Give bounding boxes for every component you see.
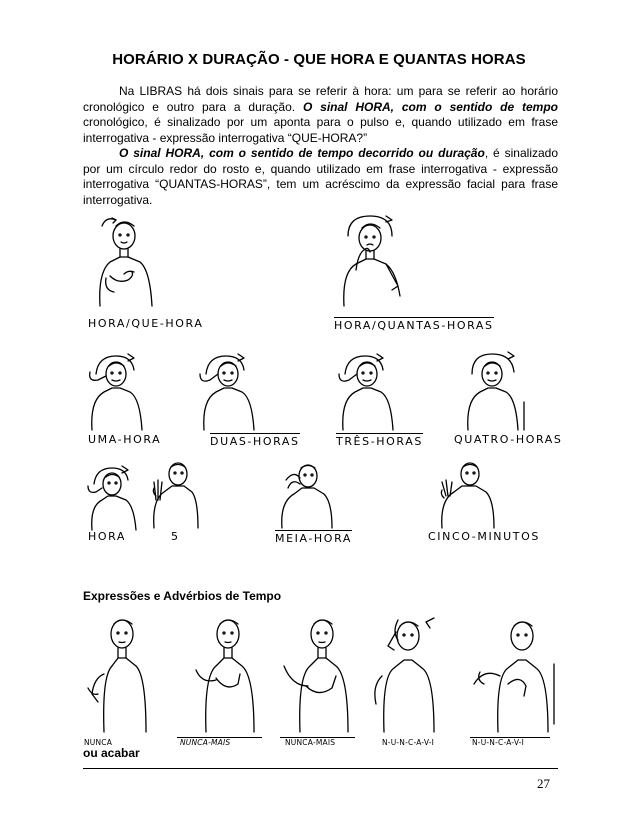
caption-nunca-vi-1: N-U-N-C-A-V-I	[382, 738, 435, 747]
sign-uma-hora-illustration	[86, 352, 156, 432]
caption-5: 5	[171, 530, 180, 543]
sign-nunca-vi-1-illustration	[368, 614, 448, 734]
caption-uma-hora: UMA-HORA	[88, 433, 162, 446]
caption-meia-hora: MEIA-HORA	[275, 532, 352, 545]
sign-quatro-horas-illustration	[458, 352, 538, 432]
page-number: 27	[537, 776, 550, 791]
caption-hora: HORA	[88, 530, 127, 543]
caption-rule	[470, 737, 550, 738]
sign-tres-horas-illustration	[335, 352, 405, 432]
caption-duas-horas: DUAS-HORAS	[210, 435, 300, 448]
paragraph1-text: Na LIBRAS há dois sinais para se referir à hora: um para se referir ao horário cronológico e outro para a duração.	[83, 84, 558, 114]
sign-nunca-illustration	[86, 614, 156, 734]
sign-cinco-minutos-illustration	[432, 460, 502, 530]
caption-nunca-mais-1: NUNCA-MAIS	[180, 738, 231, 747]
caption-nunca-vi-2: N-U-N-C-A-V-I	[472, 738, 525, 747]
caption-rule	[177, 737, 262, 738]
caption-hora-que-hora: HORA/QUE-HORA	[88, 317, 204, 330]
sign-nunca-mais-2-illustration	[282, 614, 362, 734]
footer-note: ou acabar	[83, 746, 140, 760]
paragraph1-text-after: cronológico, é sinalizado por um aponta para o pulso e, quando utilizado em frase interrogativa - expressão interrogativa “QUE-HORA?”	[83, 115, 558, 145]
paragraph1-emphasis: O sinal HORA, com o sentido de tempo	[302, 99, 558, 114]
sign-nunca-mais-1-illustration	[188, 614, 268, 734]
sign-nunca-vi-2-illustration	[470, 614, 560, 734]
paragraph-hora-cronologica	[83, 84, 558, 146]
sign-5-illustration	[150, 460, 200, 530]
sign-hora-illustration	[86, 466, 146, 532]
sign-meia-hora-illustration	[276, 460, 336, 530]
caption-nunca-mais-2: NUNCA-MAIS	[285, 738, 336, 747]
sign-duas-horas-illustration	[196, 352, 266, 432]
sign-hora-quantas-horas-illustration	[334, 214, 414, 314]
caption-tres-horas: TRÊS-HORAS	[336, 435, 423, 448]
paragraph-hora-duracao	[83, 146, 558, 208]
sign-hora-que-hora-illustration	[88, 214, 168, 314]
caption-hora-quantas-horas: HORA/QUANTAS-HORAS	[334, 319, 494, 332]
caption-rule	[280, 737, 355, 738]
section-title: Expressões e Advérbios de Tempo	[83, 589, 282, 603]
caption-quatro-horas: QUATRO-HORAS	[454, 433, 563, 446]
paragraph2-text-after: , é sinalizado por um círculo redor do rosto e, quando utilizado em frase interrogativa - expressão interrogativa “QUANTAS-HORAS”, tem um acréscimo da expressão facial para frase interrogativa.	[83, 146, 559, 207]
paragraph2-emphasis: O sinal HORA, com o sentido de tempo decorrido ou duração	[119, 146, 485, 160]
footer-rule	[83, 768, 558, 769]
caption-cinco-minutos: CINCO-MINUTOS	[428, 530, 540, 543]
caption-nunca: NUNCA	[84, 738, 113, 747]
page-title: HORÁRIO X DURAÇÃO - QUE HORA E QUANTAS HORAS	[112, 51, 526, 68]
